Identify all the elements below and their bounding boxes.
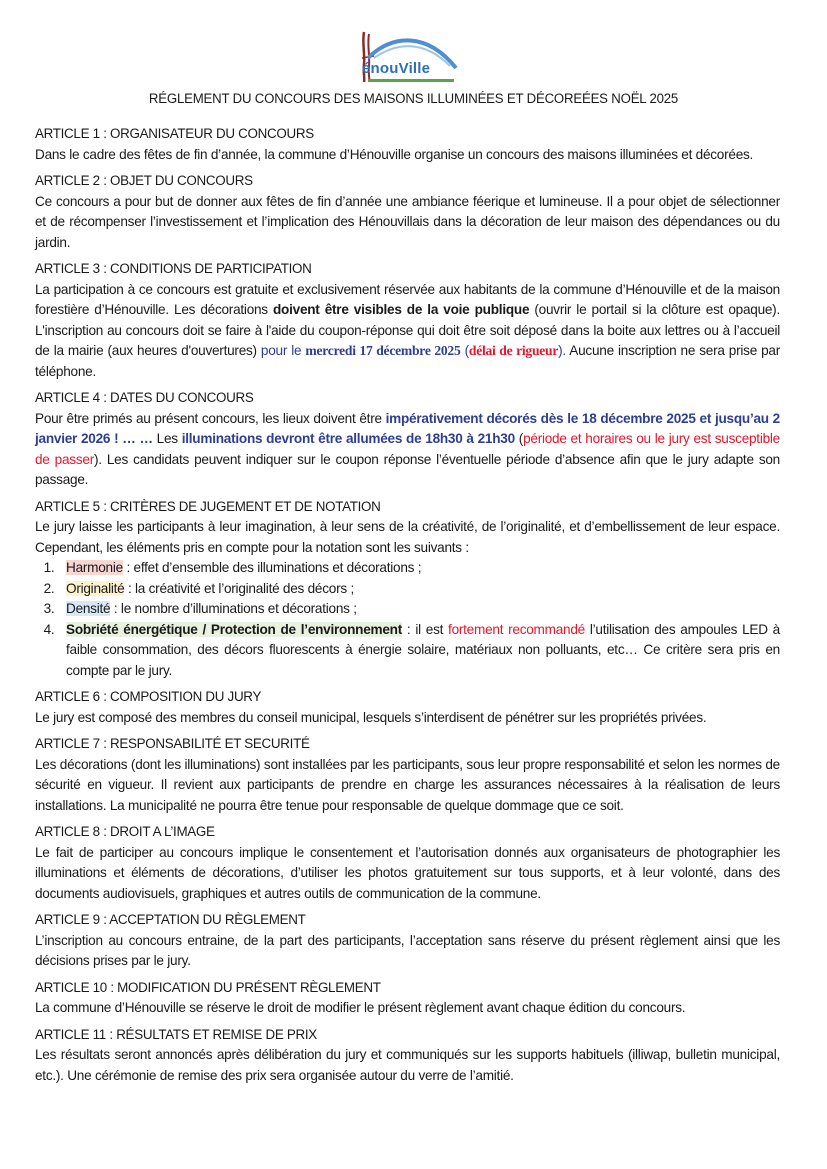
article-text: Le jury est composé des membres du conseil municipal, lesquels s’interdisent de pénétrer sur les propriétés privées. — [35, 709, 707, 725]
article-text: Le jury laisse les participants à leur imagination, à leur sens de la créativité, de l’originalité, et d’embellissement de leur espace. Cependant, les éléments pris en compte pour la notation sont les suivants : — [35, 519, 780, 555]
article-7 — [35, 734, 780, 816]
article-11 — [35, 1025, 780, 1087]
document-title: RÉGLEMENT DU CONCOURS DES MAISONS ILLUMINÉES ET DÉCOREÉES NOËL 2025 — [148, 91, 679, 107]
article-4 — [35, 388, 780, 491]
criterion-desc: : la créativité et l’originalité des décors ; — [124, 580, 354, 596]
article-heading: ARTICLE 5 : CRITÈRES DE JUGEMENT ET DE NOTATION — [35, 498, 381, 514]
text-run: ). Les candidats peuvent indiquer sur le coupon réponse l’éventuelle période d’absence afin que le jury adapte son passage. — [35, 451, 780, 487]
criterion-item — [58, 558, 780, 579]
article-heading: ARTICLE 10 : MODIFICATION DU PRÉSENT RÈGLEMENT — [35, 979, 381, 995]
article-text: Le fait de participer au concours implique le consentement et l’autorisation donnés aux organisateurs de photographier les illuminations et éléments de décorations, d’utiliser les photos gratuitement sur tous supports, et à leur volonté, dans des documents audiovisuels, graphiques et autres outils de communication de la commune. — [35, 844, 780, 901]
illumination-hours: illuminations devront être allumées de 18h30 à 21h30 — [181, 431, 515, 446]
text-run: ( — [514, 431, 524, 446]
criterion-item — [58, 579, 780, 600]
article-1 — [35, 124, 780, 165]
criterion-term: Sobriété énergétique / Protection de l’environnement — [66, 621, 403, 637]
article-3 — [35, 259, 780, 382]
logo-underline — [368, 79, 454, 82]
visibility-requirement: doivent être visibles de la voie publique — [273, 302, 530, 317]
jury-visit-note: période et horaires ou le jury est susceptible de passer — [35, 431, 780, 467]
article-text: L’inscription au concours entraine, de la part des participants, l’acceptation sans réserve du présent règlement ainsi que les décisions prises par le jury. — [35, 932, 780, 968]
article-5 — [35, 497, 780, 682]
article-2 — [35, 171, 780, 253]
text-run: La participation à ce concours est gratuite et exclusivement réservée aux habitants de la commune d’Hénouville et de la maison forestière d’Hénouville. Les décorations — [35, 281, 780, 317]
criterion-desc: : le nombre d’illuminations et décorations ; — [110, 601, 357, 616]
registration-date: mercredi 17 décembre 2025 — [305, 343, 461, 358]
article-heading: ARTICLE 3 : CONDITIONS DE PARTICIPATION — [35, 261, 312, 276]
article-6 — [35, 687, 780, 728]
criterion-item — [58, 599, 780, 620]
article-text: Les décorations (dont les illuminations) sont installées par les participants, sous leur propre responsabilité et selon les normes de sécurité en vigueur. Il revient aux participants de prendre en charge les assurances nécessaires à la réalisation de leurs installations. La municipalité ne pourra être tenue pour responsable de quelque dommage que ce soit. — [35, 756, 780, 813]
criterion-item — [58, 620, 780, 682]
article-text: La commune d’Hénouville se réserve le droit de modifier le présent règlement avant chaque édition du concours. — [35, 1000, 686, 1015]
article-heading: ARTICLE 2 : OBJET DU CONCOURS — [35, 173, 253, 188]
article-8 — [35, 822, 780, 904]
logo-wordmark: énouVille — [362, 60, 431, 77]
article-heading: ARTICLE 11 : RÉSULTATS ET REMISE DE PRIX — [35, 1026, 317, 1042]
article-heading: ARTICLE 7 : RESPONSABILITÉ ET SECURITÉ — [35, 736, 310, 751]
article-heading: ARTICLE 4 : DATES DU CONCOURS — [35, 390, 254, 405]
deadline-note: délai de rigueur — [468, 343, 559, 358]
article-10 — [35, 978, 780, 1019]
text-run: ). — [558, 343, 566, 358]
recommendation-note: fortement recommandé — [448, 621, 585, 637]
text-run: pour le — [260, 343, 306, 358]
article-heading: ARTICLE 8 : DROIT A L’IMAGE — [35, 824, 215, 839]
article-heading: ARTICLE 6 : COMPOSITION DU JURY — [35, 689, 262, 704]
criterion-term: Harmonie — [66, 560, 123, 575]
text-run: Les — [152, 431, 182, 446]
article-text: Les résultats seront annoncés après délibération du jury et communiqués sur les supports habituels (illiwap, bulletin municipal, etc.). Une cérémonie de remise des prix sera organisée autour du verre de l’amitié. — [35, 1047, 780, 1083]
text-run: Pour être primés au présent concours, les lieux doivent être — [35, 410, 386, 426]
document-body — [35, 124, 780, 1092]
article-text — [35, 409, 780, 491]
article-text: Dans le cadre des fêtes de fin d’année, la commune d’Hénouville organise un concours des maisons illuminées et décorées. — [35, 146, 754, 162]
criterion-term: Originalité — [66, 580, 125, 596]
criterion-desc: l’utilisation des ampoules LED à faible consommation, des décors fluorescents à énergie solaire, matériaux non polluants, etc… Ce critère sera pris en compte par le jury. — [66, 621, 780, 678]
text-run: Aucune inscription ne sera prise par téléphone. — [35, 343, 780, 379]
criterion-desc: : effet d’ensemble des illuminations et décorations ; — [122, 560, 422, 575]
criterion-desc: : il est — [402, 621, 449, 637]
criteria-list — [35, 558, 780, 681]
article-9 — [35, 910, 780, 972]
text-run: (ouvrir le portail si la clôture est opaque). L'inscription au concours doit se faire à l'aide du coupon-réponse qui doit être soit déposé dans la boite aux lettres ou à l’accueil de la mairie (aux heures d'ouvertures) — [35, 302, 780, 358]
article-text: Ce concours a pour but de donner aux fêtes de fin d’année une ambiance féerique et lumineuse. Il a pour objet de sélectionner et de récompenser l’investissement et l’implication des Hénouvillais dans la décoration de leur maison des dépendances ou du jardin. — [35, 193, 780, 250]
criterion-term: Densité — [66, 601, 111, 616]
article-text — [35, 280, 780, 383]
article-heading: ARTICLE 9 : ACCEPTATION DU RÈGLEMENT — [35, 912, 306, 927]
text-run: ( — [460, 343, 469, 358]
article-heading: ARTICLE 1 : ORGANISATEUR DU CONCOURS — [35, 126, 314, 141]
decoration-period: impérativement décorés dès le 18 décembre 2025 et jusqu’au 2 janvier 2026 ! … … — [35, 410, 780, 446]
